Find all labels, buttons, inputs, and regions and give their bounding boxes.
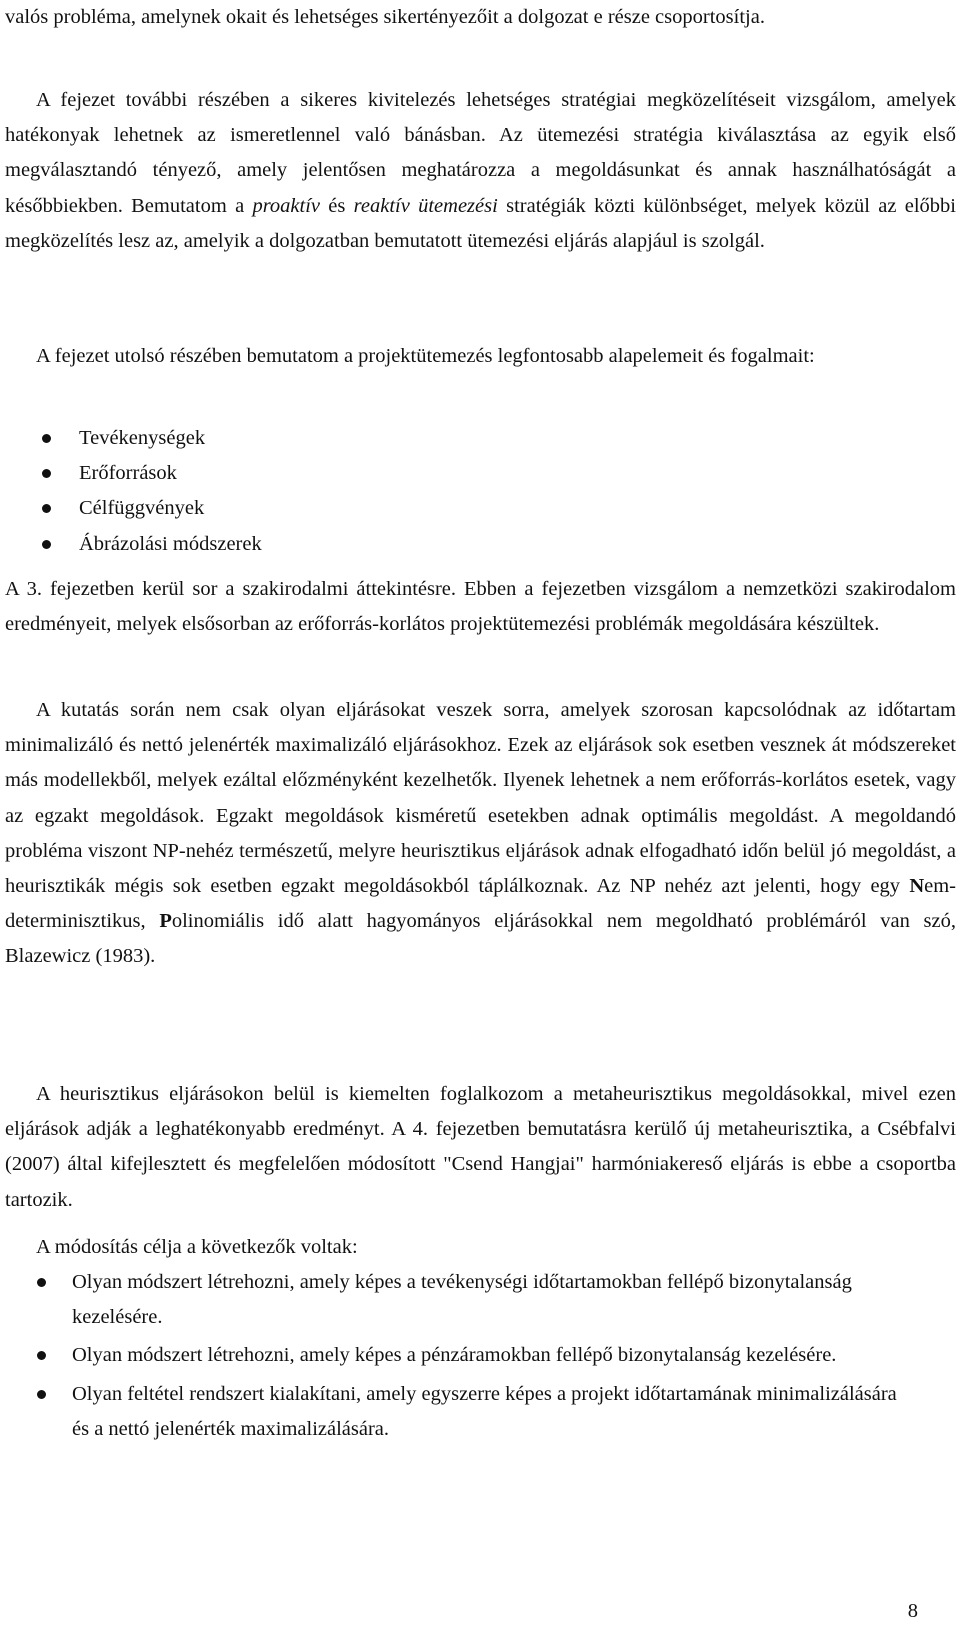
np-letter-n: N — [909, 875, 925, 898]
paragraph-heuristics-text: A heurisztikus eljárásokon belül is kiemelten foglalkozom a metaheurisztikus megoldásokkal, mivel ezen eljárások adják a leghatékonyabb eredményt. A 4. fejezetben bemutatásra kerülő új metaheurisztika, a Csébfalvi (2007) által kifejlesztett és megfelelően módosított "Csend Hangjai" harmóniakereső eljárás is ebbe a csoportba tartozik. — [5, 1083, 956, 1211]
paragraph-elements — [5, 339, 956, 374]
list-item: Olyan módszert létrehozni, amely képes a pénzáramokban fellépő bizonytalanság kezelésére. — [37, 1338, 917, 1373]
research-text-2: em-determinisztikus, — [5, 875, 956, 933]
paragraph-chapter3 — [5, 572, 956, 642]
paragraph-heuristics — [5, 1077, 956, 1218]
bullet-icon — [37, 1390, 46, 1399]
term-proactive: proaktív — [252, 194, 321, 217]
list-item: Tevékenységek — [42, 421, 262, 456]
paragraph-goals — [5, 1230, 956, 1265]
bullet-icon — [37, 1278, 46, 1287]
list-item: Olyan feltétel rendszert kialakítani, amely egyszerre képes a projekt időtartamának minimalizálására és a nettó jelenérték maximalizálására. — [37, 1377, 917, 1447]
paragraph-goals-text: A módosítás célja a következők voltak: — [36, 1236, 358, 1258]
bullet-icon — [42, 469, 51, 478]
strategy-text-2: és — [320, 194, 354, 217]
research-text-1: A kutatás során nem csak olyan eljárásokat veszek sorra, amelyek szorosan kapcsolódnak az időtartam minimalizáló és nettó jelenérték maximalizáló eljárásokhoz. Ezek az eljárások sok esetben vesznek át módszereket más modellekből, melyek ezáltal előzményként kezelhetők. Ilyenek lehetnek a nem erőforrás-korlátos esetek, vagy az egzakt megoldások. Egzakt megoldások kisméretű esetekben adnak optimális megoldást. A megoldandó probléma viszont NP-nehéz természetű, melyre heurisztikus eljárások adnak elfogadható időn belül jó megoldást, a heurisztikák mégis sok esetben egzakt megoldásokból táplálkoznak. Az NP nehéz azt jelenti, hogy egy — [5, 699, 956, 898]
bullet-icon — [42, 434, 51, 443]
np-letter-p: P — [159, 910, 172, 933]
list-item: Ábrázolási módszerek — [42, 527, 262, 562]
list-item: Erőforrások — [42, 456, 262, 491]
bullet-icon — [37, 1351, 46, 1360]
paragraph-strategy — [5, 83, 956, 259]
paragraph-research — [5, 693, 956, 975]
term-reactive-scheduling: reaktív ütemezési — [353, 194, 498, 217]
paragraph-intro-text: valós probléma, amelynek okait és lehetséges sikertényezőit a dolgozat e része csoportosítja. — [5, 6, 765, 28]
strategy-text-1: A fejezet további részében a sikeres kivitelezés lehetséges stratégiai megközelítéseit vizsgálom, amelyek hatékonyak lehetnek az ismeretlennel való bánásban. Az ütemezési stratégia kiválasztása az egyik első megválasztandó tényező, amely jelentősen meghatározza a megoldásunkat és annak használhatóságát a későbbiekben. Bemutatom a — [5, 89, 956, 217]
goals-list — [37, 1265, 917, 1447]
list-item: Olyan módszert létrehozni, amely képes a tevékenységi időtartamokban fellépő bizonytalanság kezelésére. — [37, 1265, 917, 1335]
bullet-icon — [42, 540, 51, 549]
elements-list — [42, 421, 262, 562]
paragraph-intro — [5, 0, 956, 35]
page-number: 8 — [907, 1600, 918, 1622]
bullet-icon — [42, 504, 51, 513]
list-item: Célfüggvények — [42, 491, 262, 526]
strategy-text-3: stratégiák közti különbséget, melyek közül az előbbi megközelítés lesz az, amelyik a dolgozatban bemutatott ütemezési eljárás alapjául is szolgál. — [5, 194, 956, 252]
paragraph-chapter3-text: A 3. fejezetben kerül sor a szakirodalmi áttekintésre. Ebben a fejezetben vizsgálom a nemzetközi szakirodalom eredményeit, melyek elsősorban az erőforrás-korlátos projektütemezési problémák megoldására készültek. — [5, 578, 956, 636]
paragraph-elements-text: A fejezet utolsó részében bemutatom a projektütemezés legfontosabb alapelemeit és fogalmait: — [36, 345, 815, 367]
research-text-3: olinomiális idő alatt hagyományos eljárásokkal nem megoldható problémáról van szó, Blazewicz (1983). — [5, 910, 956, 968]
